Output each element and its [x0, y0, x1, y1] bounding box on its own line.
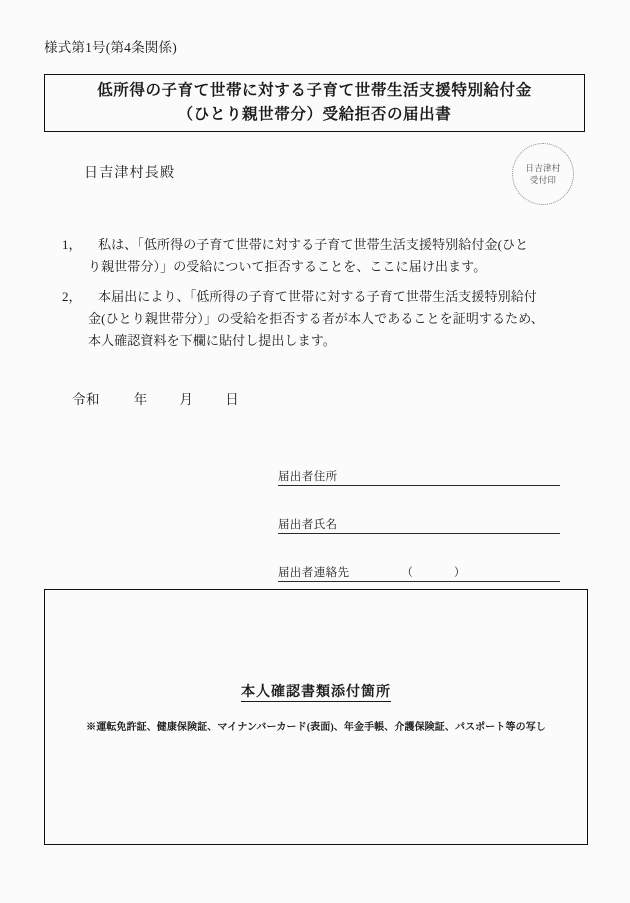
attachment-box[interactable]: [44, 589, 588, 845]
item-1-line-2: り親世帯分）」の受給について拒否することを、ここに届け出ます。: [88, 259, 487, 275]
field-name[interactable]: [278, 508, 560, 534]
stamp-line-2: 受付印: [529, 175, 557, 185]
field-contact-parens: [401, 564, 465, 581]
field-address-label: 届出者住所: [278, 471, 338, 483]
date-line: [72, 388, 239, 408]
date-year-unit: 年: [133, 392, 148, 407]
title-box: [44, 74, 585, 132]
field-contact-label: 届出者連絡先: [278, 567, 350, 579]
item-2-line-1: 本届出により、「低所得の子育て世帯に対する子育て世帯生活支援特別給付: [98, 288, 537, 304]
field-name-label: 届出者氏名: [278, 519, 338, 531]
attachment-title: [45, 681, 587, 701]
paren-close: ）: [453, 567, 466, 579]
paren-open: （: [401, 567, 414, 579]
date-month-unit: 月: [179, 392, 194, 407]
item-1-marker: 1，: [62, 237, 82, 252]
signature-fields: [278, 460, 560, 604]
date-era-label: 令和: [72, 392, 100, 407]
date-day-unit: 日: [225, 392, 240, 407]
body-items: [62, 234, 582, 360]
item-2-body: [88, 286, 582, 353]
form-number-label: 様式第1号(第4条関係): [44, 40, 177, 55]
item-1-line-1: 私は、「低所得の子育て世帯に対する子育て世帯生活支援特別給付金(ひと: [98, 237, 529, 252]
field-contact[interactable]: [278, 556, 560, 582]
item-2-marker: 2，: [62, 288, 82, 304]
field-address[interactable]: [278, 460, 560, 486]
title-line-2: （ひとり親世帯分）受給拒否の届出書: [177, 106, 452, 123]
body-item-1: [62, 234, 582, 279]
attachment-title-text: 本人確認書類添付箇所: [241, 685, 391, 700]
title-line-1: 低所得の子育て世帯に対する子育て世帯生活支援特別給付金: [97, 81, 532, 99]
item-1-body: [88, 234, 582, 279]
item-2-line-3: 本人確認資料を下欄に貼付し提出します。: [88, 333, 336, 349]
item-2-line-2: 金(ひとり親世帯分）」の受給を拒否する者が本人であることを証明するため、: [88, 311, 544, 327]
attachment-note: ※運転免許証、健康保険証、マイナンバーカード(表面)、年金手帳、介護保険証、パスポート等の写し: [86, 722, 546, 733]
stamp-line-1: 日吉津村: [525, 162, 561, 173]
body-item-2: [62, 286, 582, 353]
addressee-label: 日吉津村長殿: [84, 166, 176, 181]
receipt-stamp-icon: [512, 143, 574, 205]
